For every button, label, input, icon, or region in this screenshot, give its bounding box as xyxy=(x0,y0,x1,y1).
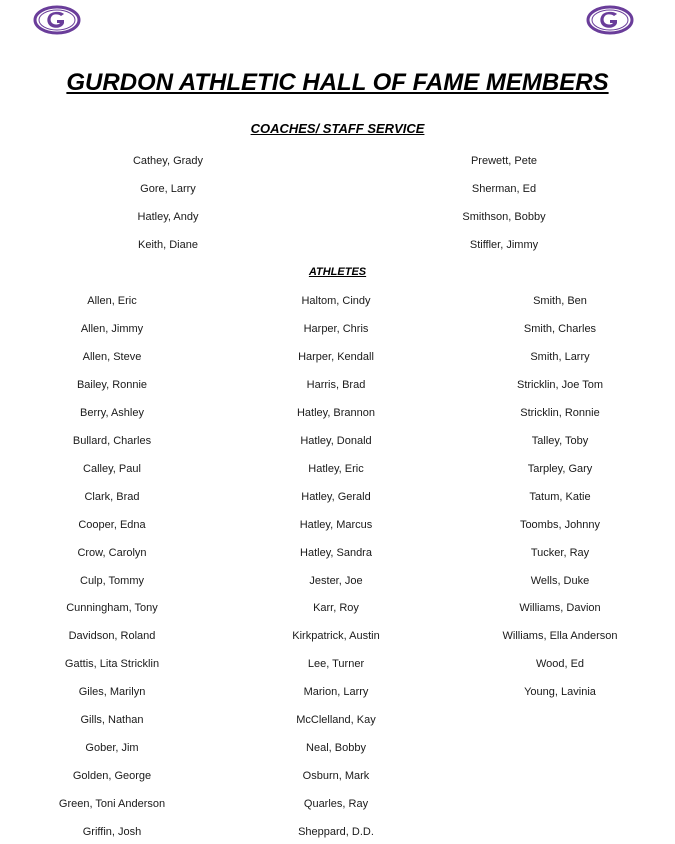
coach-name: Keith, Diane xyxy=(138,239,198,251)
athlete-name: Harris, Brad xyxy=(306,379,366,391)
athlete-name: Tucker, Ray xyxy=(530,547,590,559)
athlete-name: Davidson, Roland xyxy=(68,630,156,642)
coach-name: Stiffler, Jimmy xyxy=(469,239,539,251)
athletes-column-1 xyxy=(22,294,202,844)
athlete-name: Hatley, Marcus xyxy=(299,519,373,531)
athlete-name: Wells, Duke xyxy=(530,575,590,587)
athlete-name: Berry, Ashley xyxy=(80,407,144,419)
athlete-name: McClelland, Kay xyxy=(296,714,376,726)
athlete-name: Gills, Nathan xyxy=(80,714,144,726)
athlete-name: Golden, George xyxy=(72,770,152,782)
coach-name: Smithson, Bobby xyxy=(462,211,546,223)
athlete-name: Smith, Ben xyxy=(533,295,587,307)
athlete-name: Gattis, Lita Stricklin xyxy=(64,658,160,670)
athlete-name: Hatley, Gerald xyxy=(301,491,371,503)
athlete-name: Hatley, Donald xyxy=(300,435,372,447)
athlete-name: Young, Lavinia xyxy=(524,686,596,698)
athlete-name: Cooper, Edna xyxy=(78,519,146,531)
athletes-heading: ATHLETES xyxy=(308,266,367,278)
athlete-name: Smith, Larry xyxy=(530,351,590,363)
athlete-name: Lee, Turner xyxy=(307,658,365,670)
athlete-name: Stricklin, Joe Tom xyxy=(517,379,603,391)
athlete-name: Cunningham, Tony xyxy=(66,602,158,614)
coach-name: Sherman, Ed xyxy=(471,183,537,195)
athlete-name: Gober, Jim xyxy=(85,742,139,754)
athlete-name: Neal, Bobby xyxy=(306,742,366,754)
athlete-name: Green, Toni Anderson xyxy=(58,798,166,810)
coaches-left-list xyxy=(88,154,248,274)
coach-name: Gore, Larry xyxy=(140,183,196,195)
athlete-name: Kirkpatrick, Austin xyxy=(292,630,380,642)
coach-name: Cathey, Grady xyxy=(132,155,204,167)
athlete-name: Williams, Ella Anderson xyxy=(502,630,618,642)
athlete-name: Bailey, Ronnie xyxy=(76,379,148,391)
athlete-name: Haltom, Cindy xyxy=(301,295,371,307)
athlete-name: Hatley, Eric xyxy=(308,463,364,475)
athlete-name: Williams, Davion xyxy=(519,602,601,614)
athlete-name: Hatley, Sandra xyxy=(300,547,372,559)
athletes-column-2 xyxy=(246,294,426,844)
athlete-name: Tatum, Katie xyxy=(529,491,591,503)
athlete-name: Sheppard, D.D. xyxy=(298,826,374,838)
page-title: GURDON ATHLETIC HALL OF FAME MEMBERS xyxy=(66,69,609,96)
athlete-name: Crow, Carolyn xyxy=(77,547,147,559)
athlete-name: Allen, Eric xyxy=(87,295,137,307)
coaches-right-list xyxy=(424,154,584,274)
coaches-heading: COACHES/ STAFF SERVICE xyxy=(250,121,425,136)
athlete-name: Griffin, Josh xyxy=(82,826,142,838)
athlete-name: Karr, Roy xyxy=(313,602,359,614)
athlete-name: Osburn, Mark xyxy=(302,770,370,782)
gurdon-g-logo-left xyxy=(33,5,81,35)
athlete-name: Harper, Kendall xyxy=(298,351,374,363)
athlete-name: Smith, Charles xyxy=(523,323,597,335)
athlete-name: Toombs, Johnny xyxy=(519,519,601,531)
athlete-name: Tarpley, Gary xyxy=(527,463,593,475)
athlete-name: Wood, Ed xyxy=(535,658,585,670)
coach-name: Hatley, Andy xyxy=(137,211,199,223)
gurdon-g-logo-right xyxy=(586,5,634,35)
athlete-name: Clark, Brad xyxy=(84,491,140,503)
athletes-column-3 xyxy=(470,294,650,844)
athlete-name: Jester, Joe xyxy=(309,575,363,587)
athlete-name: Harper, Chris xyxy=(303,323,369,335)
athlete-name: Hatley, Brannon xyxy=(296,407,376,419)
athlete-name: Calley, Paul xyxy=(83,463,141,475)
athlete-name: Culp, Tommy xyxy=(80,575,144,587)
athlete-name: Allen, Jimmy xyxy=(80,323,144,335)
athlete-name: Bullard, Charles xyxy=(72,435,152,447)
athlete-name: Marion, Larry xyxy=(303,686,369,698)
athlete-name: Talley, Toby xyxy=(531,435,589,447)
athlete-name: Giles, Marilyn xyxy=(78,686,146,698)
athlete-name: Allen, Steve xyxy=(82,351,142,363)
athlete-name: Quarles, Ray xyxy=(303,798,369,810)
athlete-name: Stricklin, Ronnie xyxy=(520,407,600,419)
coach-name: Prewett, Pete xyxy=(470,155,538,167)
